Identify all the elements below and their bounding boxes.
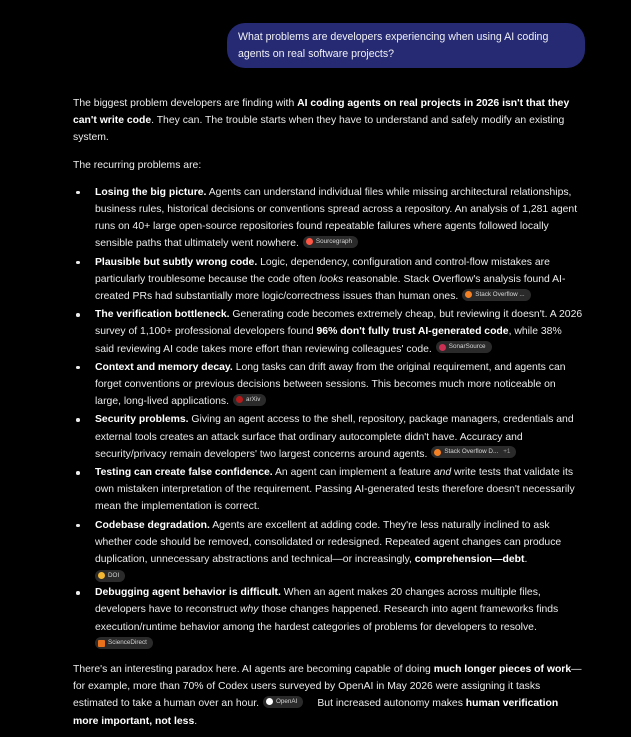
source-chip-label: ScienceDirect bbox=[108, 639, 147, 647]
problem-text: Giving an agent access to the shell, repository, package managers, credentials and external tools creates an attack surface that ordinary autocomplete didn't have. Accuracy and security/privacy remain developers' two largest concerns around agents. bbox=[95, 414, 574, 460]
intro-paragraph bbox=[73, 95, 583, 147]
user-message-text: What problems are developers experiencing when using AI coding agents on real software projects? bbox=[238, 31, 549, 60]
user-message-bubble bbox=[227, 23, 585, 68]
intro-text-tail: . They can. The trouble starts when they have to understand and safely modify an existing system. bbox=[73, 115, 565, 144]
problem-text: , while 38% said reviewing AI code takes more effort than reviewing colleagues' code. bbox=[95, 326, 562, 355]
problem-text: Agents are excellent at adding code. They're less naturally inclined to ask whether code should be removed, consolidated or redesigned. Repeated agent changes can produce duplication, unnecessary abstractions and technical—or increasingly, bbox=[95, 519, 562, 566]
problem-text: An agent can implement a feature bbox=[272, 467, 434, 479]
outro-text: There's an interesting paradox here. AI agents are becoming capable of doing bbox=[73, 663, 434, 675]
source-chip-label: SonarSource bbox=[448, 343, 486, 351]
problem-title: Context and memory decay. bbox=[95, 361, 233, 373]
problem-title: The verification bottleneck. bbox=[95, 309, 230, 321]
recurring-heading: The recurring problems are: bbox=[73, 159, 202, 171]
problem-text: . bbox=[524, 554, 528, 566]
problem-title: Codebase degradation. bbox=[95, 519, 210, 531]
stackoverflow-icon bbox=[434, 449, 441, 456]
source-chip-stackoverflow[interactable] bbox=[431, 446, 516, 458]
source-chip-doi[interactable] bbox=[95, 570, 125, 582]
problem-text: those changes happened. Research into agent frameworks finds execution/runtime behavior among the hardest categories of problems for developers to resolve. bbox=[95, 604, 559, 633]
problem-italic: why bbox=[239, 604, 259, 616]
problem-bold: comprehension—debt bbox=[414, 554, 525, 566]
source-chip-sourcegraph[interactable] bbox=[303, 236, 358, 248]
problem-italic: looks bbox=[319, 273, 344, 285]
problem-title: Losing the big picture. bbox=[95, 186, 207, 198]
source-chip-stackoverflow[interactable] bbox=[462, 289, 530, 301]
source-chip-arxiv[interactable] bbox=[233, 394, 266, 406]
chip-row bbox=[95, 637, 583, 651]
problem-title: Security problems. bbox=[95, 414, 189, 426]
source-chip-label: OpenAI bbox=[276, 697, 298, 705]
problem-title: Debugging agent behavior is difficult. bbox=[95, 587, 281, 599]
problem-text: Long tasks can drift away from the original requirement, and agents can forget conventions or previous decisions between sessions. This becomes much more noticeable on large, long-lived applications. bbox=[95, 361, 566, 408]
arxiv-icon bbox=[236, 396, 243, 403]
outro-text: —for example, more than 70% of Codex users surveyed by OpenAI in May 2026 were assigning it tasks estimated to take a human over an hour. bbox=[73, 663, 582, 710]
problem-text: write tests that validate its own mistaken interpretation of the requirement. Passing AI-generated tests therefore doesn't necessarily mean the implementation is correct. bbox=[95, 467, 575, 513]
list-item bbox=[73, 584, 583, 651]
outro-text: . bbox=[194, 715, 198, 727]
list-item bbox=[73, 411, 583, 463]
list-item bbox=[73, 306, 583, 358]
problems-list bbox=[73, 184, 583, 651]
source-chip-sonarsource[interactable] bbox=[436, 341, 492, 353]
source-chip-label: Stack Overflow ... bbox=[475, 290, 525, 298]
problem-text: When an agent makes 20 changes across multiple files, developers have to reconstruct bbox=[95, 587, 541, 616]
source-chip-sciencedirect[interactable] bbox=[95, 637, 153, 649]
source-chip-label: DOI bbox=[108, 571, 120, 579]
problem-title: Plausible but subtly wrong code. bbox=[95, 256, 258, 268]
list-item bbox=[73, 254, 583, 306]
problem-text: Agents can understand individual files while missing architectural relationships, business rules, historical decisions or conventions spread across a repository. An analysis of 1,281 agent runs on 40+ large open-source repositories found repeatable failures where agents followed locally sensible paths that ultimately went nowhere. bbox=[95, 186, 578, 250]
problem-text: Generating code becomes extremely cheap, but reviewing it doesn't. A 2026 survey of 1,100+ professional developers found bbox=[95, 309, 583, 338]
problem-title: Testing can create false confidence. bbox=[95, 467, 273, 479]
source-chip-label: Stack Overflow D... bbox=[444, 448, 499, 456]
list-item bbox=[73, 517, 583, 584]
source-chip-label: Sourcegraph bbox=[315, 237, 352, 245]
intro-bold: AI coding agents on real projects in 2026 isn't that they can't write code bbox=[73, 98, 570, 127]
assistant-answer bbox=[73, 95, 583, 730]
source-chip-label: arXiv bbox=[246, 395, 261, 403]
source-chip-openai[interactable] bbox=[263, 696, 303, 708]
outro-paragraph bbox=[73, 661, 583, 730]
chip-row bbox=[95, 569, 583, 583]
problem-bold: 96% don't fully trust AI-generated code bbox=[316, 326, 509, 338]
stackoverflow-icon bbox=[465, 291, 472, 298]
list-item bbox=[73, 359, 583, 411]
outro-text: But increased autonomy makes bbox=[317, 698, 466, 710]
sonarsource-icon bbox=[439, 344, 446, 351]
intro-text: The biggest problem developers are finding with bbox=[73, 98, 298, 109]
outro-bold: human verification more important, not less bbox=[73, 698, 559, 727]
openai-icon bbox=[266, 698, 273, 705]
outro-bold: much longer pieces of work bbox=[433, 663, 572, 675]
problem-italic: and bbox=[433, 467, 452, 479]
list-item bbox=[73, 464, 583, 516]
problem-text: Logic, dependency, configuration and control-flow mistakes are particularly troublesome because the code often bbox=[95, 256, 550, 285]
sciencedirect-icon bbox=[98, 640, 105, 647]
sourcegraph-icon bbox=[306, 238, 313, 245]
problem-text: reasonable. Stack Overflow's analysis found AI-created PRs had substantially more logic/correctness issues than human ones. bbox=[95, 273, 566, 303]
source-chip-more-count: +1 bbox=[503, 448, 511, 456]
list-item bbox=[73, 184, 583, 253]
doi-icon bbox=[98, 572, 105, 579]
